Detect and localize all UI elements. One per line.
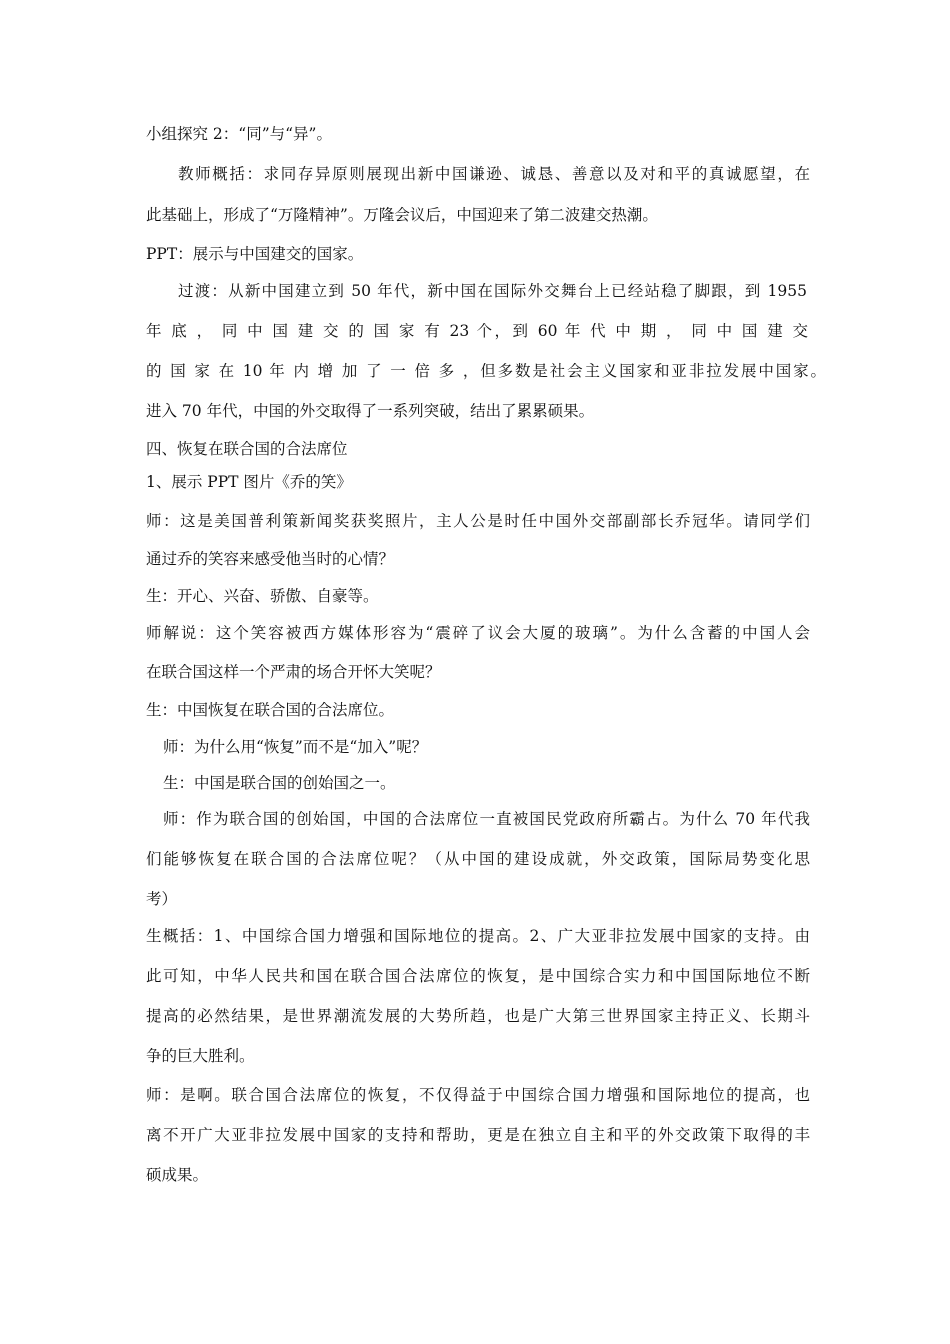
paragraph-line: PPT：展示与中国建交的国家。 [146, 245, 364, 263]
paragraph-line: 此可知，中华人民共和国在联合国合法席位的恢复，是中国综合实力和中国国际地位不断 [146, 967, 810, 985]
paragraph-line: 师解说：这个笑容被西方媒体形容为“震碎了议会大厦的玻璃”。为什么含蓄的中国人会 [146, 624, 810, 642]
paragraph-line: 生概括：1、中国综合国力增强和国际地位的提高。2、广大亚非拉发展中国家的支持。由 [146, 927, 810, 945]
paragraph-line: 过渡：从新中国建立到 50 年代，新中国在国际外交舞台上已经站稳了脚跟，到 1955 [178, 282, 807, 300]
section-heading: 四、恢复在联合国的合法席位 [146, 440, 348, 458]
paragraph-line: 师：是啊。联合国合法席位的恢复，不仅得益于中国综合国力增强和国际地位的提高，也 [146, 1086, 810, 1104]
paragraph-line: 生：中国恢复在联合国的合法席位。 [146, 701, 395, 719]
paragraph-line: 争的巨大胜利。 [146, 1047, 255, 1065]
paragraph-line: 此基础上，形成了“万隆精神”。万隆会议后，中国迎来了第二波建交热潮。 [146, 206, 658, 224]
paragraph-line: 离不开广大亚非拉发展中国家的支持和帮助，更是在独立自主和平的外交政策下取得的丰 [146, 1126, 810, 1144]
paragraph-line: 通过乔的笑容来感受他当时的心情？ [146, 550, 395, 568]
paragraph-line: 1、展示 PPT 图片《乔的笑》 [146, 473, 352, 491]
paragraph-line: 教师概括：求同存异原则展现出新中国谦逊、诚恳、善意以及对和平的真诚愿望，在 [178, 165, 810, 183]
paragraph-line: 生：中国是联合国的创始国之一。 [163, 774, 396, 792]
paragraph-line: 在联合国这样一个严肃的场合开怀大笑呢？ [146, 663, 441, 681]
paragraph-line: 进入 70 年代，中国的外交取得了一系列突破，结出了累累硕果。 [146, 402, 595, 420]
paragraph-line: 考） [146, 890, 178, 908]
paragraph-line: 的 国 家 在 10 年 内 增 加 了 一 倍 多 ，但多数是社会主义国家和亚非拉发展中国家。 [146, 362, 826, 380]
paragraph-line: 年 底 ， 同 中 国 建 交 的 国 家 有 23 个，到 60 年 代 中 期 ， 同 中 国 建 交 [146, 322, 808, 340]
paragraph-line: 硕成果。 [146, 1166, 209, 1184]
group-inquiry-heading: 小组探究 2：“同”与“异”。 [146, 125, 332, 143]
paragraph-line: 生：开心、兴奋、骄傲、自豪等。 [146, 587, 379, 605]
paragraph-line: 师：作为联合国的创始国，中国的合法席位一直被国民党政府所霸占。为什么 70 年代我 [163, 810, 810, 828]
paragraph-line: 师：为什么用“恢复”而不是“加入”呢？ [163, 738, 428, 756]
paragraph-line: 师：这是美国普利策新闻奖获奖照片，主人公是时任中国外交部副部长乔冠华。请同学们 [146, 512, 810, 530]
paragraph-line: 们能够恢复在联合国的合法席位呢？（从中国的建设成就，外交政策，国际局势变化思 [146, 850, 810, 868]
paragraph-line: 提高的必然结果，是世界潮流发展的大势所趋，也是广大第三世界国家主持正义、长期斗 [146, 1007, 810, 1025]
